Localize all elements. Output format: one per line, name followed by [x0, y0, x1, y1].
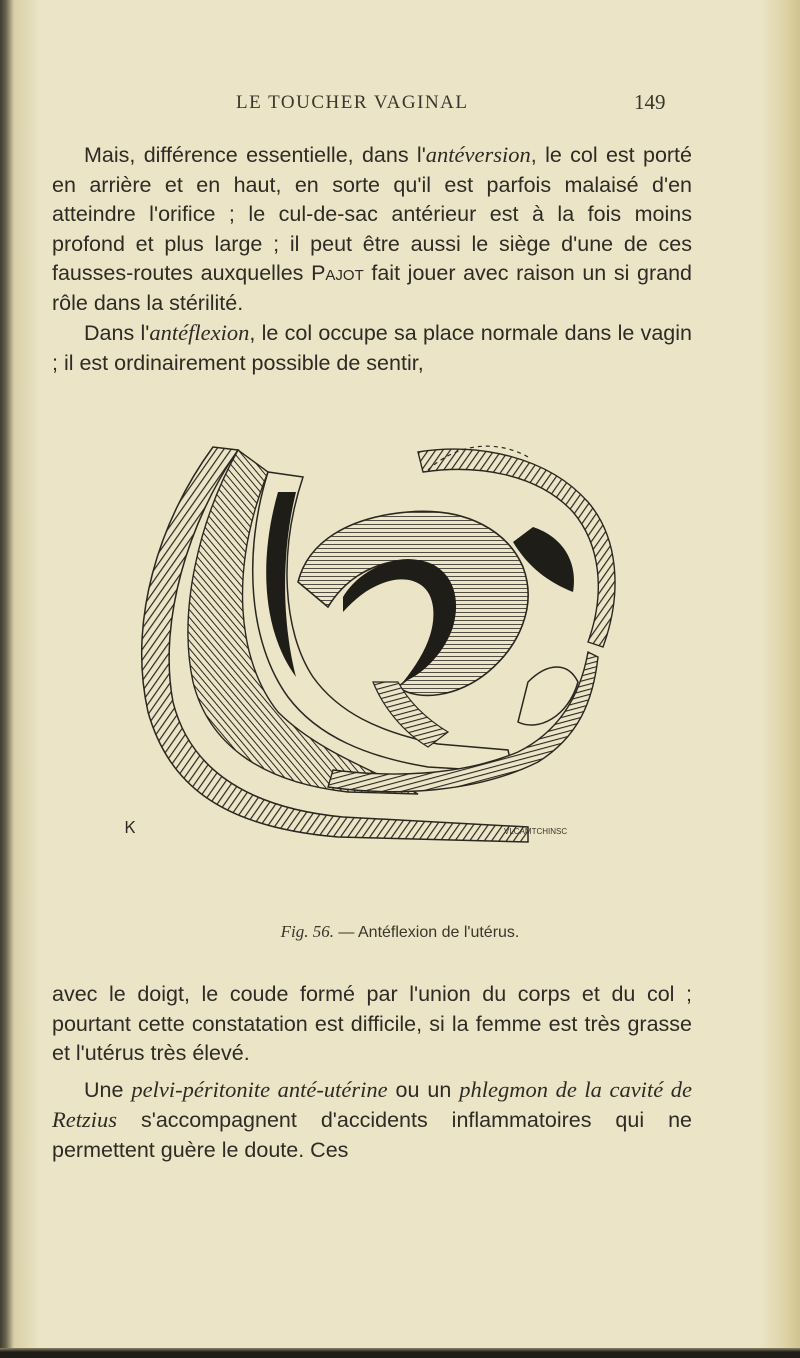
paragraph-anteversion: Mais, différence essentielle, dans l'antéversion, le col est porté en arrière et en haut, en sorte qu'il est parfois malaisé d'en atteindre l'orifice ; le cul-de-sac antérieur est à la fois moins profond et plus large ; il peut être aussi le siège d'une de ces fausses-routes auxquelles Pajot fait jouer avec raison un si grand rôle dans la stérilité.	[52, 142, 692, 315]
engraver-mark: Ꮶ	[125, 820, 137, 837]
paragraph-doigt: avec le doigt, le coude formé par l'union du corps et du col ; pourtant cette constatation est difficile, si la femme est très grasse et l'utérus très élevé.	[52, 982, 692, 1065]
figure-caption	[0, 922, 800, 942]
bottom-edge-rule	[0, 1348, 800, 1358]
paragraph-anteflexion: Dans l'antéflexion, le col occupe sa place normale dans le vagin ; il est ordinairement possible de sentir,	[52, 320, 693, 375]
page-number: 149	[634, 90, 666, 114]
text-block-top	[52, 140, 692, 378]
uterus-body	[298, 511, 528, 695]
paragraph-pelvi-peritonite: Une pelvi-péritonite anté-utérine ou un phlegmon de la cavité de Retzius s'accompagnent d'accidents inflammatoires qui ne permettent guère le doute. Ces	[52, 1076, 692, 1162]
running-head	[0, 90, 800, 120]
text-block-bottom	[52, 980, 692, 1165]
running-title: LE TOUCHER VAGINAL	[236, 92, 469, 113]
figure-caption-text: — Antéflexion de l'utérus.	[333, 924, 520, 941]
figure-number: Fig. 56.	[280, 922, 334, 941]
engraver-signature: VLCAMTCHINSC	[504, 827, 568, 836]
anteflexion-illustration	[118, 432, 648, 852]
